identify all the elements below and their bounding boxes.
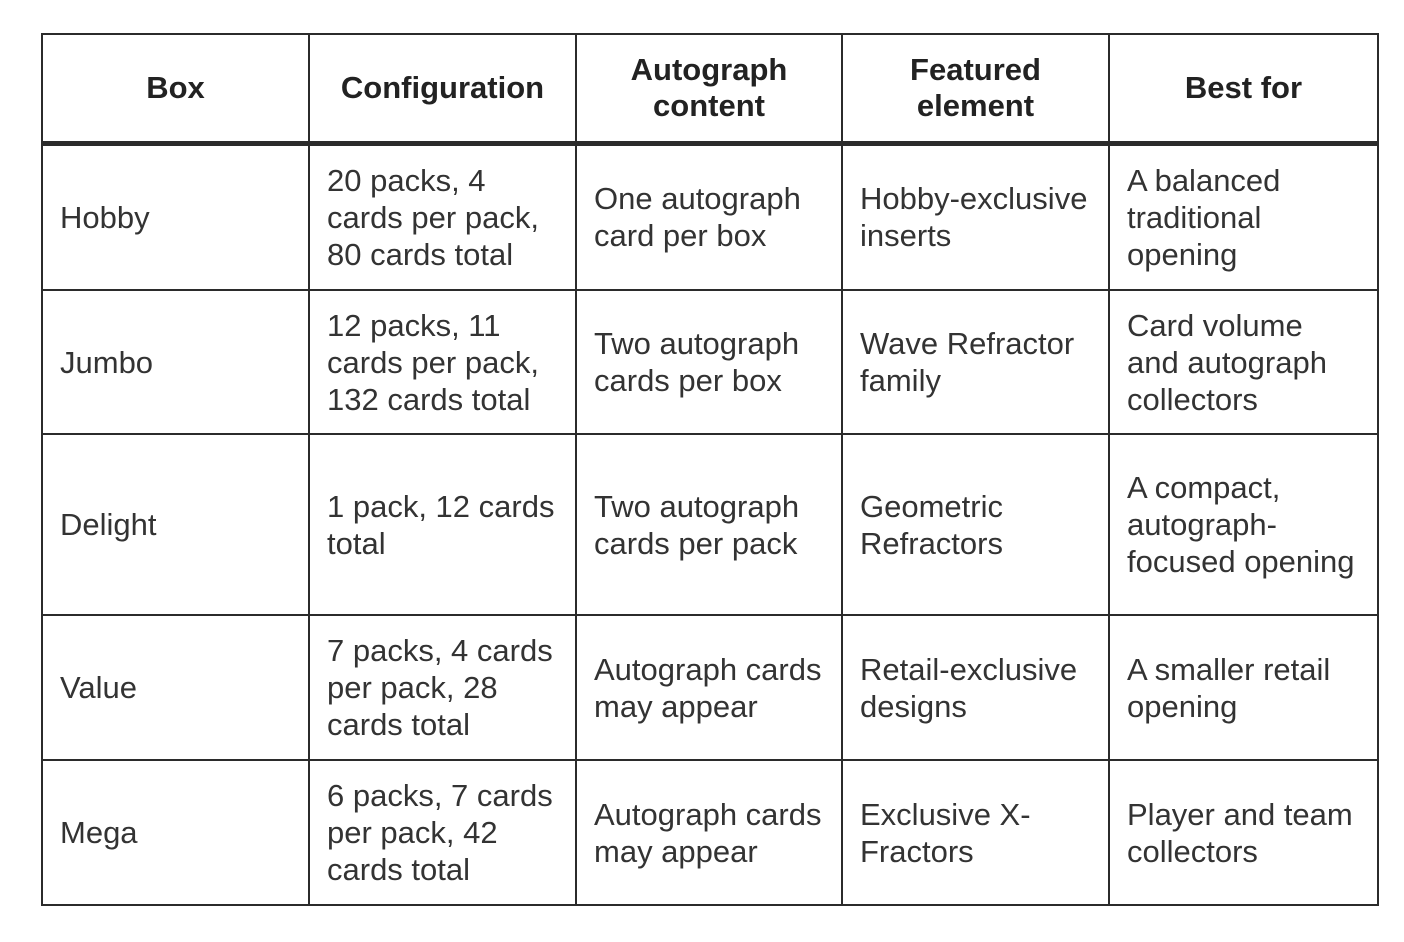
header-row (42, 34, 1378, 143)
table-row (42, 434, 1378, 615)
cell-featured-element: Hobby-exclusive inserts (842, 143, 1109, 290)
cell-autograph-content: Two autograph cards per box (576, 290, 842, 434)
header-best-for: Best for (1109, 34, 1378, 143)
comparison-table-container (41, 33, 1377, 906)
header-box: Box (42, 34, 309, 143)
cell-featured-element: Wave Refractor family (842, 290, 1109, 434)
cell-autograph-content: Autograph cards may appear (576, 615, 842, 760)
table-row (42, 615, 1378, 760)
cell-best-for: A compact, autograph-focused opening (1109, 434, 1378, 615)
table-row (42, 290, 1378, 434)
cell-featured-element: Exclusive X-Fractors (842, 760, 1109, 905)
cell-configuration: 1 pack, 12 cards total (309, 434, 576, 615)
cell-box: Hobby (42, 143, 309, 290)
table-header (42, 34, 1378, 143)
cell-configuration: 12 packs, 11 cards per pack, 132 cards total (309, 290, 576, 434)
cell-configuration: 20 packs, 4 cards per pack, 80 cards total (309, 143, 576, 290)
cell-best-for: Player and team collectors (1109, 760, 1378, 905)
header-configuration: Configuration (309, 34, 576, 143)
cell-best-for: A balanced traditional opening (1109, 143, 1378, 290)
cell-configuration: 6 packs, 7 cards per pack, 42 cards total (309, 760, 576, 905)
header-autograph-content: Autograph content (576, 34, 842, 143)
table-row (42, 143, 1378, 290)
cell-box: Value (42, 615, 309, 760)
cell-box: Mega (42, 760, 309, 905)
cell-autograph-content: One autograph card per box (576, 143, 842, 290)
cell-box: Jumbo (42, 290, 309, 434)
cell-box: Delight (42, 434, 309, 615)
cell-best-for: Card volume and autograph collectors (1109, 290, 1378, 434)
table-row (42, 760, 1378, 905)
table-body (42, 143, 1378, 905)
cell-autograph-content: Two autograph cards per pack (576, 434, 842, 615)
cell-configuration: 7 packs, 4 cards per pack, 28 cards total (309, 615, 576, 760)
cell-best-for: A smaller retail opening (1109, 615, 1378, 760)
cell-autograph-content: Autograph cards may appear (576, 760, 842, 905)
cell-featured-element: Retail-exclusive designs (842, 615, 1109, 760)
box-comparison-table (41, 33, 1379, 906)
cell-featured-element: Geometric Refractors (842, 434, 1109, 615)
header-featured-element: Featured element (842, 34, 1109, 143)
